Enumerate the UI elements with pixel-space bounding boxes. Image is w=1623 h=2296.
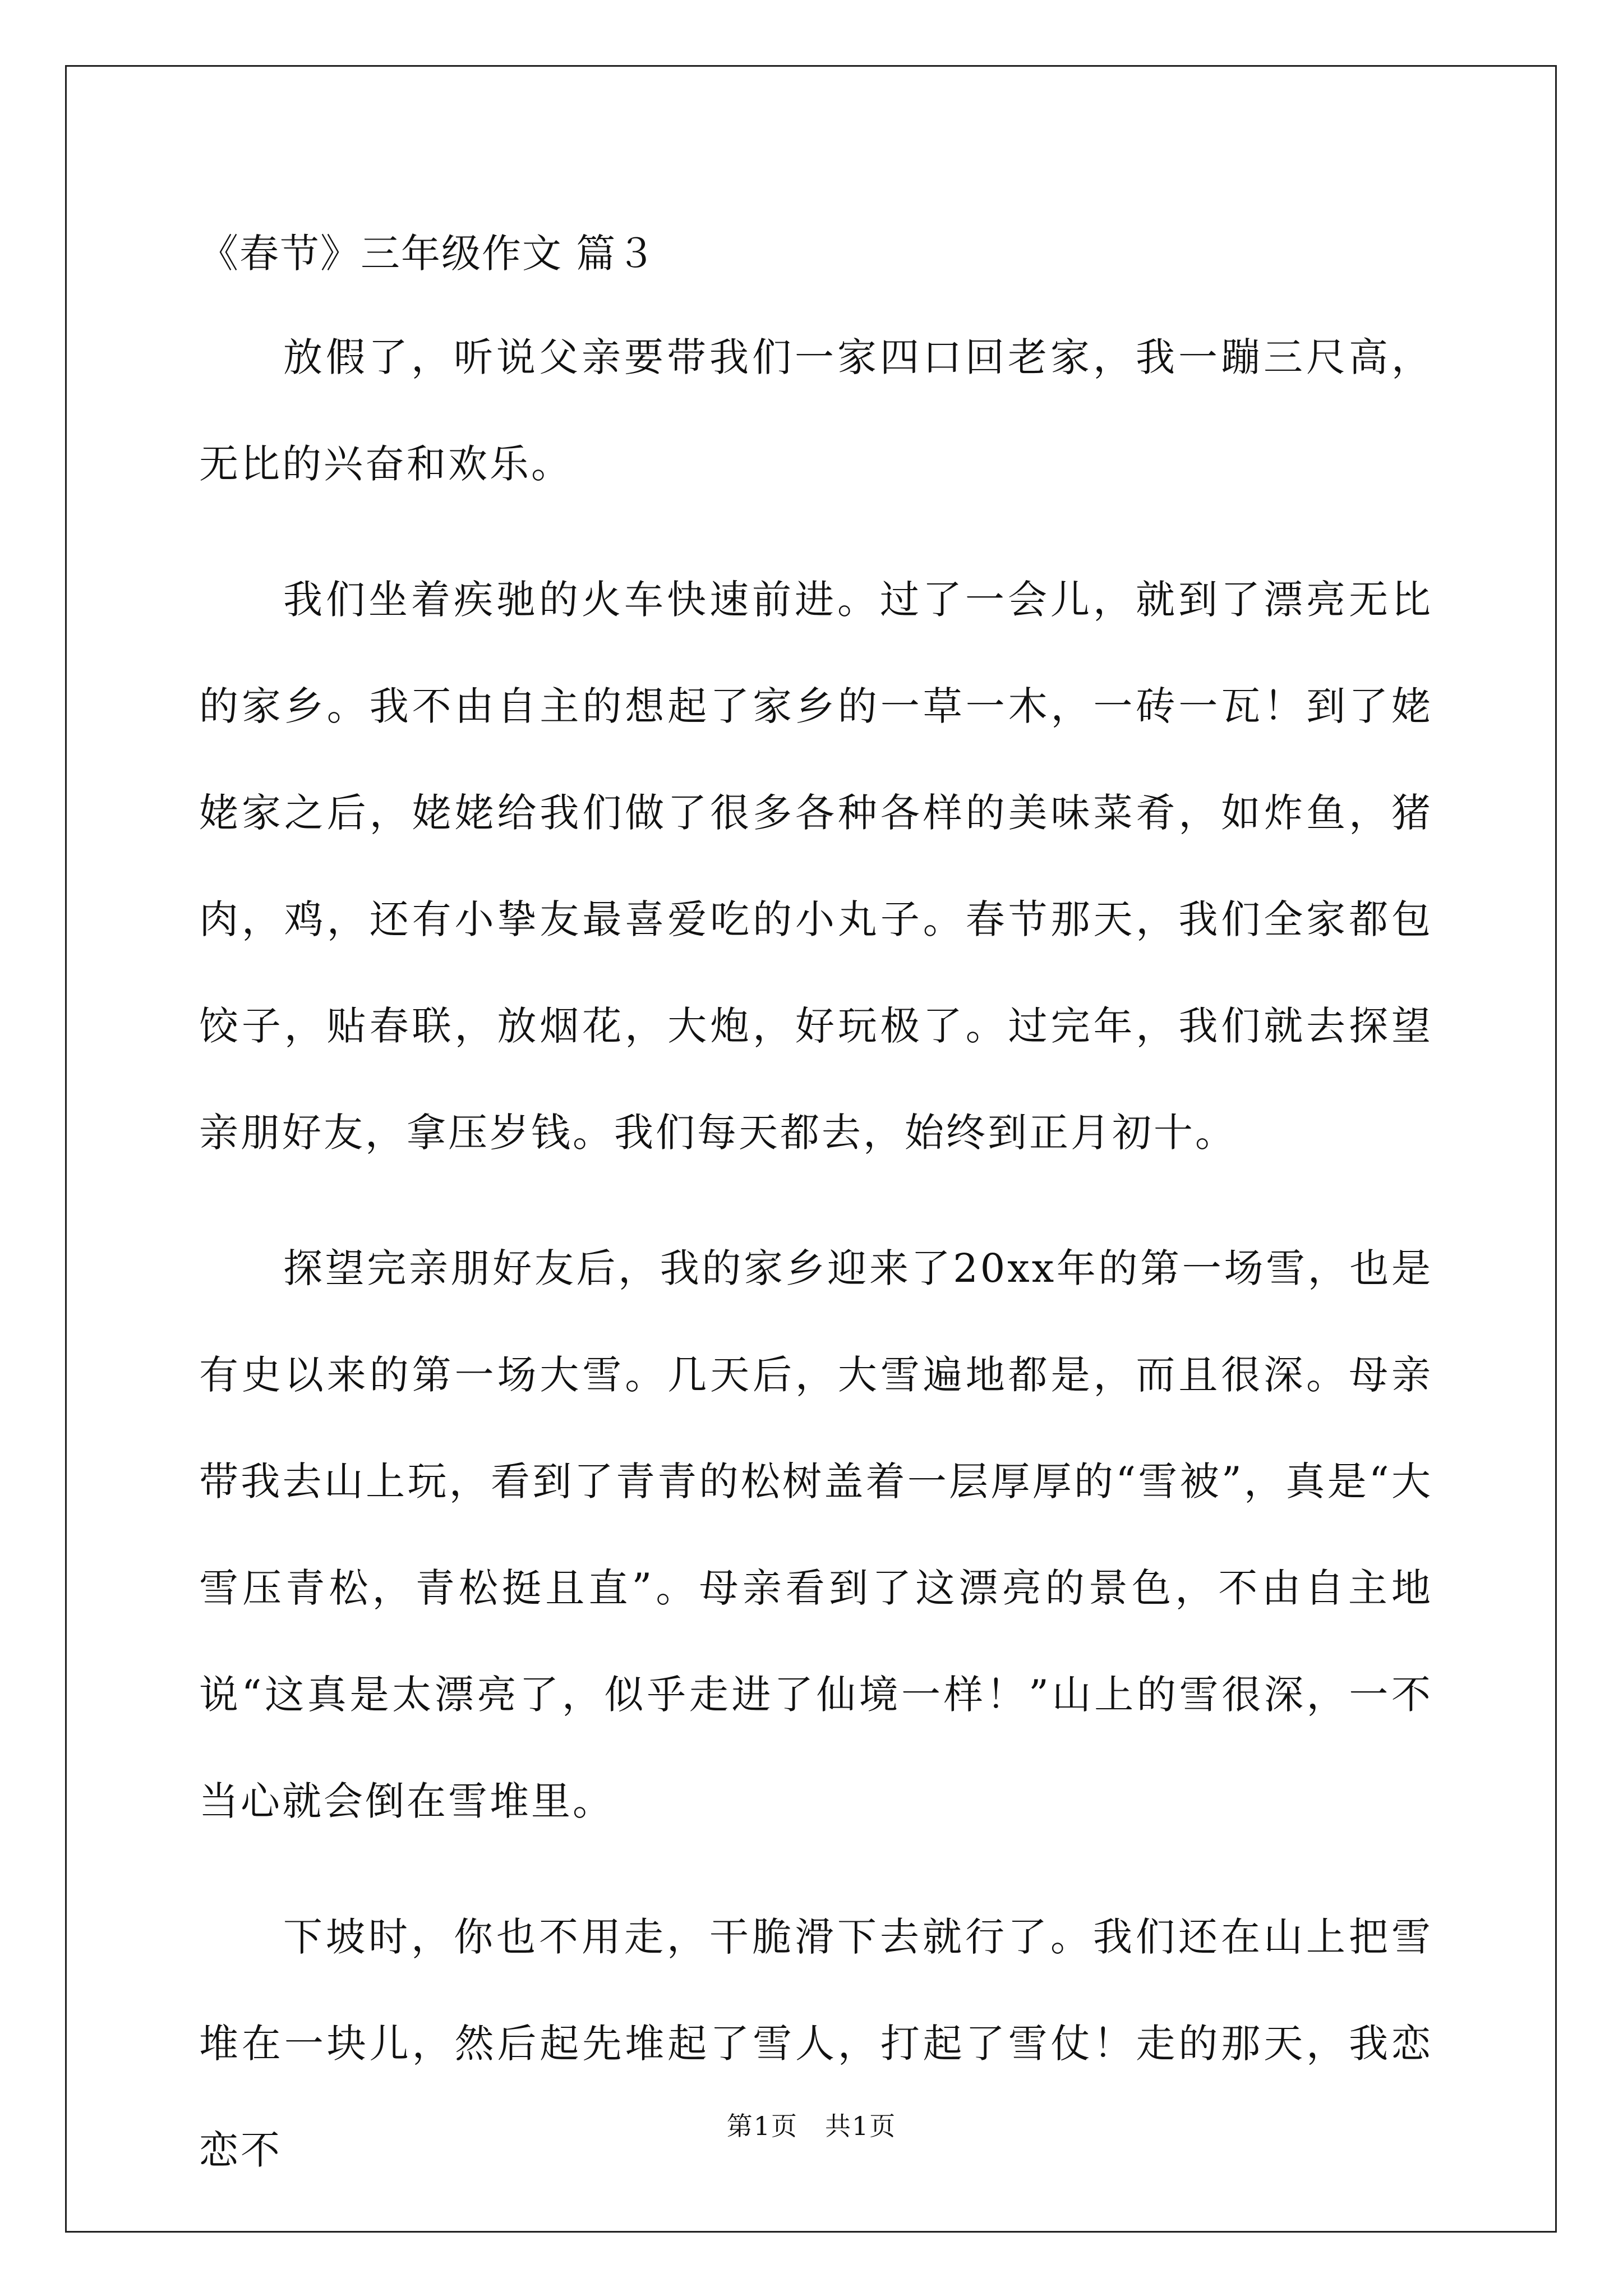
document-title: 《春节》三年级作文 篇３ <box>199 231 657 277</box>
document-body <box>199 214 1433 2203</box>
page-number: 第1页 共1页 <box>726 2111 897 2141</box>
paragraph-2: 我们坐着疾驰的火车快速前进。过了一会儿，就到了漂亮无比的家乡。我不由自主的想起了家乡的一草一木，一砖一瓦！到了姥姥家之后，姥姥给我们做了很多各种各样的美味菜肴，如炸鱼，猪肉，鸡，还有小挚友最喜爱吃的小丸子。春节那天，我们全家都包饺子，贴春联，放烟花，大炮，好玩极了。过完年，我们就去探望亲朋好友，拿压岁钱。我们每天都去，始终到正月初十。 <box>199 577 1433 1156</box>
paragraph-1: 放假了，听说父亲要带我们一家四口回老家，我一蹦三尺高，无比的兴奋和欢乐。 <box>199 334 1433 487</box>
paragraph-3: 探望完亲朋好友后，我的家乡迎来了20xx年的第一场雪，也是有史以来的第一场大雪。几天后，大雪遍地都是，而且很深。母亲带我去山上玩，看到了青青的松树盖着一层厚厚的“雪被”，真是“大雪压青松，青松挺且直”。母亲看到了这漂亮的景色，不由自主地说“这真是太漂亮了，似乎走进了仙境一样！”山上的雪很深，一不当心就会倒在雪堆里。 <box>199 1245 1433 1824</box>
paragraph-4: 下坡时，你也不用走，干脆滑下去就行了。我们还在山上把雪堆在一块儿，然后起先堆起了雪人，打起了雪仗！走的那天，我恋恋不 <box>199 1914 1433 2173</box>
